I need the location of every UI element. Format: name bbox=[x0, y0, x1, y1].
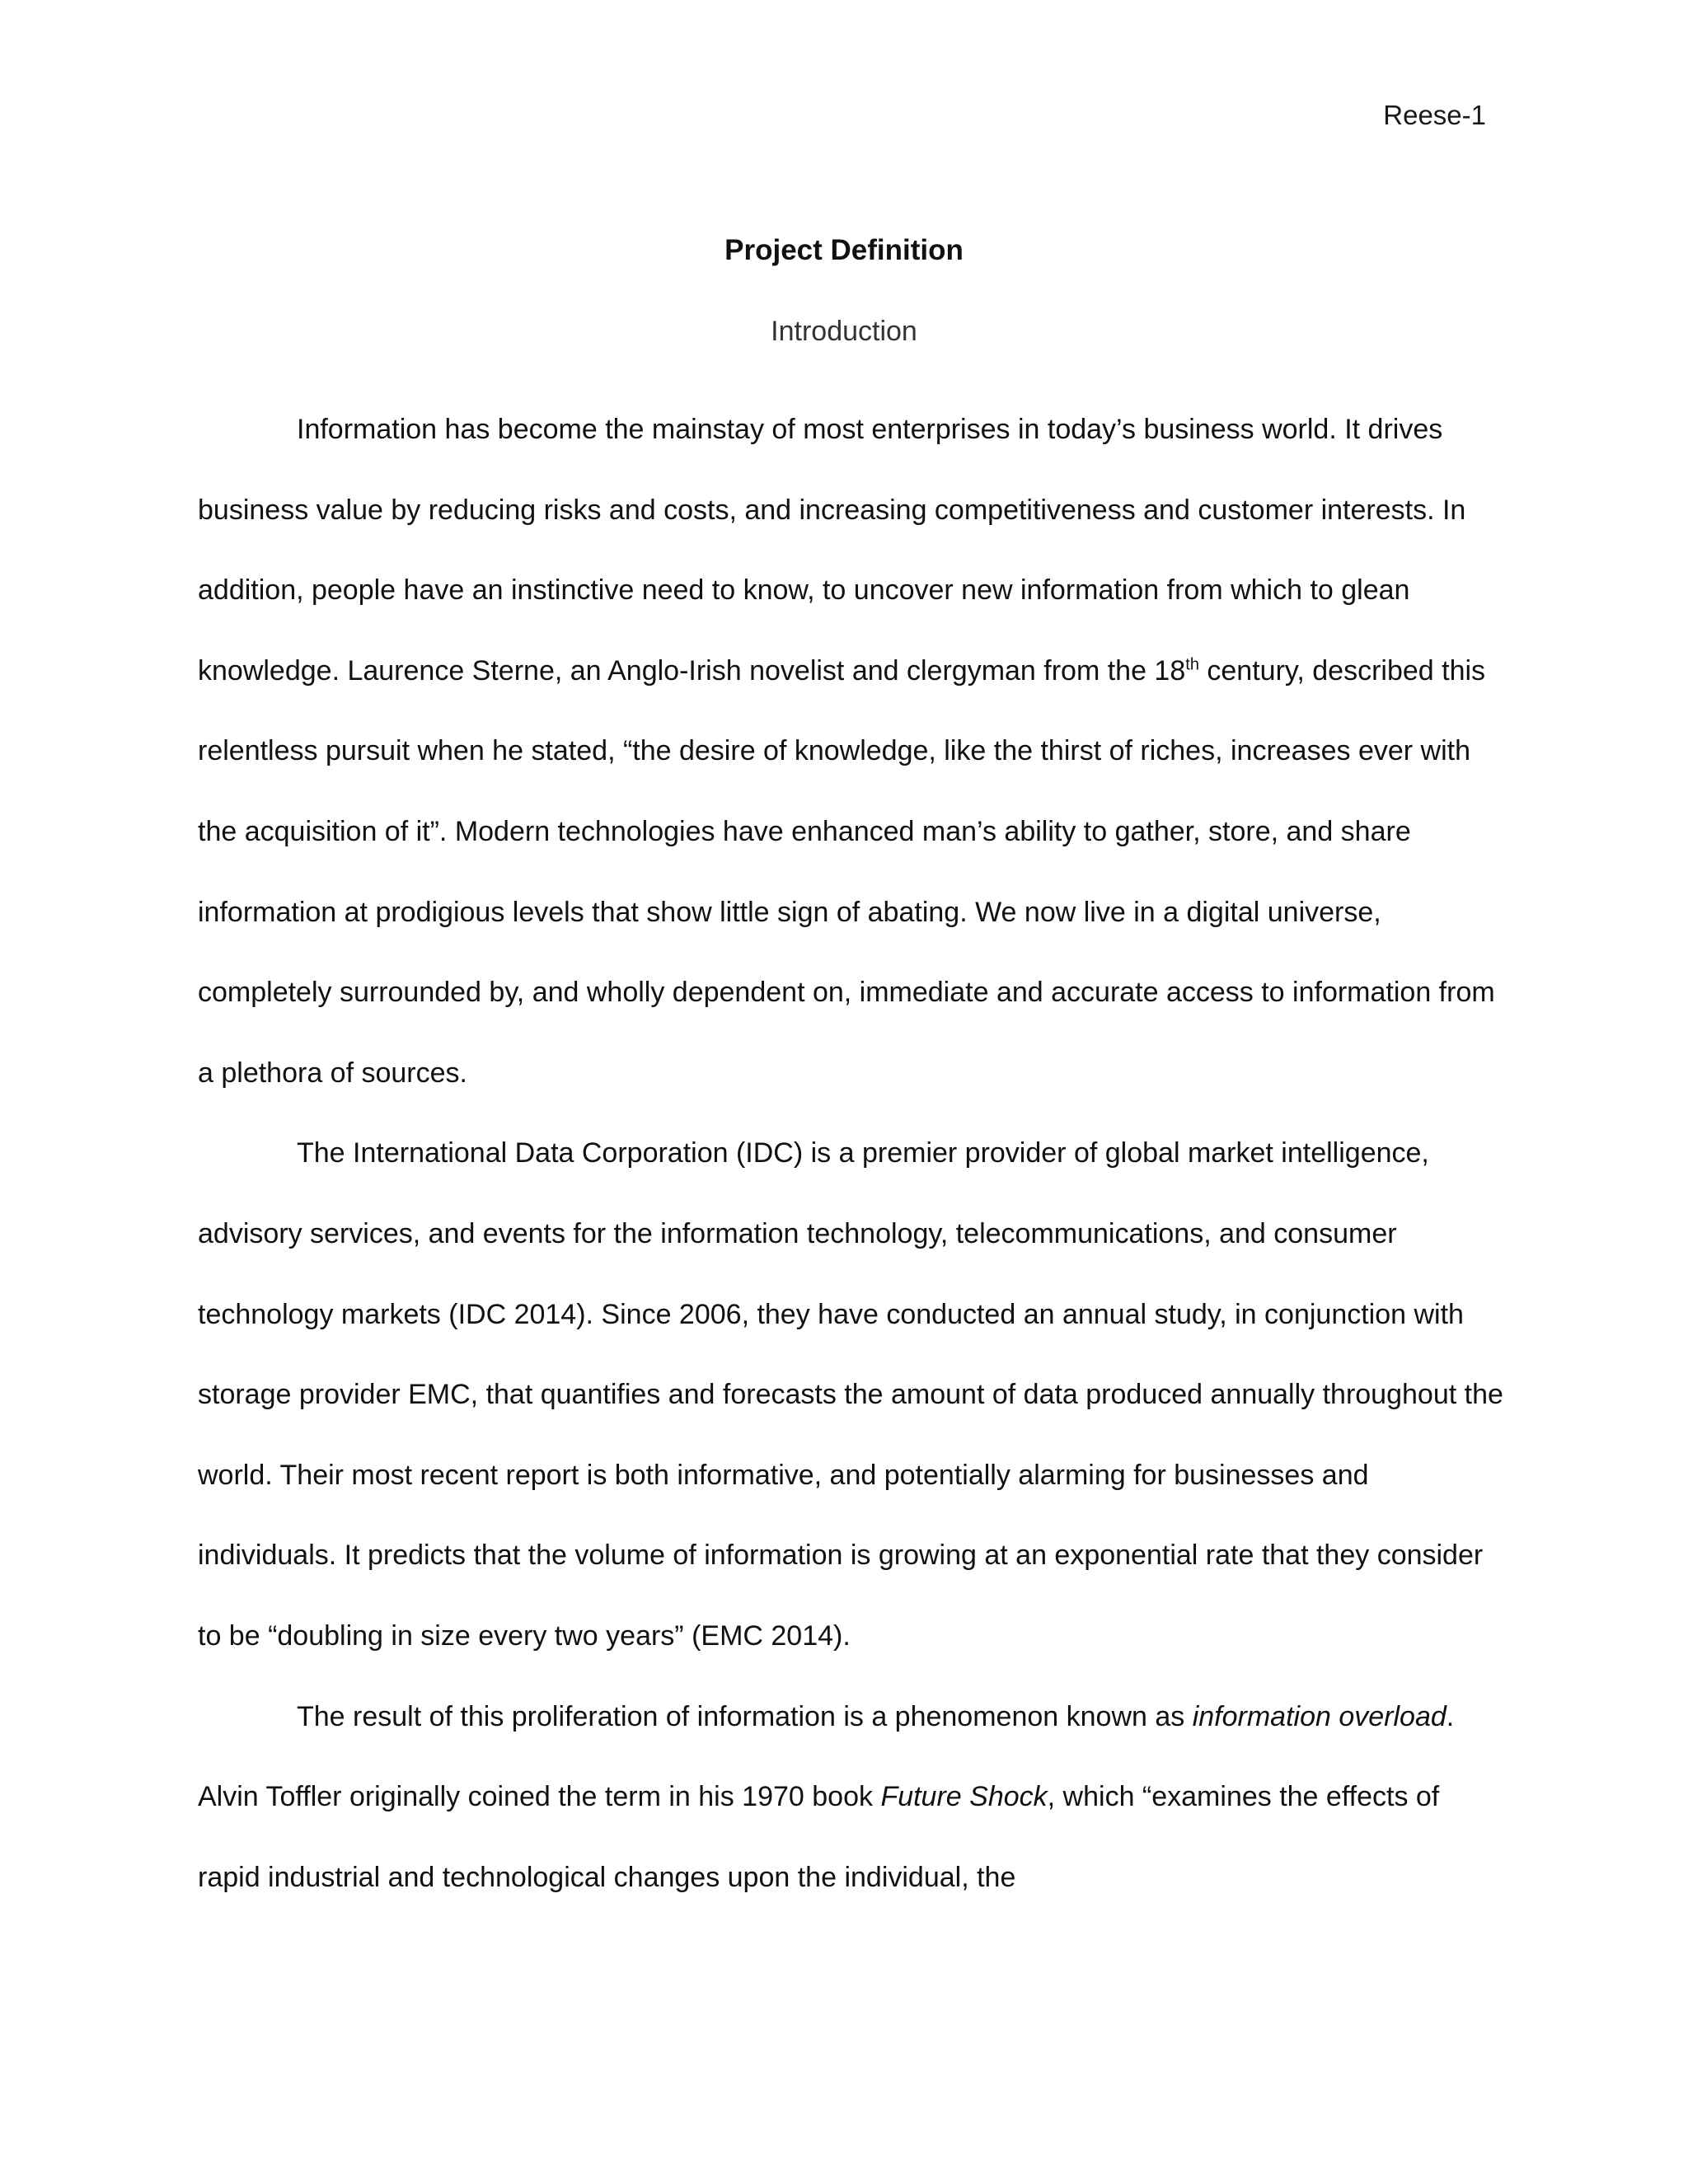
page-number-label: Reese-1 bbox=[1383, 100, 1486, 130]
paragraph-1 bbox=[198, 390, 1504, 1113]
page-header bbox=[1383, 99, 1486, 132]
term-information-overload: information overload bbox=[1192, 1700, 1447, 1732]
paragraph-3-text-c: , which “examines the effects of rapid industrial and technological changes upon the individual, the bbox=[198, 1781, 1440, 1893]
paragraph-3 bbox=[198, 1677, 1504, 1919]
paragraph-1-text-b: century, described this relentless pursuit when he stated, “the desire of knowledge, like the thirst of riches, increases ever with the acquisition of it”. Modern technologies have enhanced man’s ability to gather, store, and share information at prodigious levels that show little sign of abating. We now live in a digital universe, completely surrounded by, and wholly dependent on, immediate and accurate access to information from a plethora of sources. bbox=[198, 654, 1495, 1089]
paragraph-2-text: The International Data Corporation (IDC) is a premier provider of global market intelligence, advisory services, and events for the information technology, telecommunications, and consumer technology markets (IDC 2014). Since 2006, they have conducted an annual study, in conjunction with storage provider EMC, that quantifies and forecasts the amount of data produced annually throughout the world. Their most recent report is both informative, and potentially alarming for businesses and individuals. It predicts that the volume of information is growing at an exponential rate that they consider to be “doubling in size every two years” (EMC 2014). bbox=[198, 1137, 1503, 1652]
section-heading: Introduction bbox=[771, 316, 917, 347]
book-title-future-shock: Future Shock bbox=[880, 1781, 1048, 1813]
document-title: Project Definition bbox=[724, 234, 964, 266]
ordinal-superscript: th bbox=[1185, 655, 1199, 674]
paragraph-3-text-a: The result of this proliferation of information is a phenomenon known as bbox=[297, 1700, 1193, 1732]
paragraph-1-text-a: Information has become the mainstay of most enterprises in today’s business world. It drives business value by reducing risks and costs, and increasing competitiveness and customer interests. In addition, people have an instinctive need to know, to uncover new information from which to glean knowledge. Laurence Sterne, an Anglo-Irish novelist and clergyman from the 18 bbox=[198, 414, 1466, 687]
paragraph-2 bbox=[198, 1113, 1504, 1676]
document-body bbox=[198, 390, 1504, 1918]
paragraph-3-text-b: . Alvin Toffler originally coined the term in his 1970 book bbox=[198, 1700, 1455, 1813]
